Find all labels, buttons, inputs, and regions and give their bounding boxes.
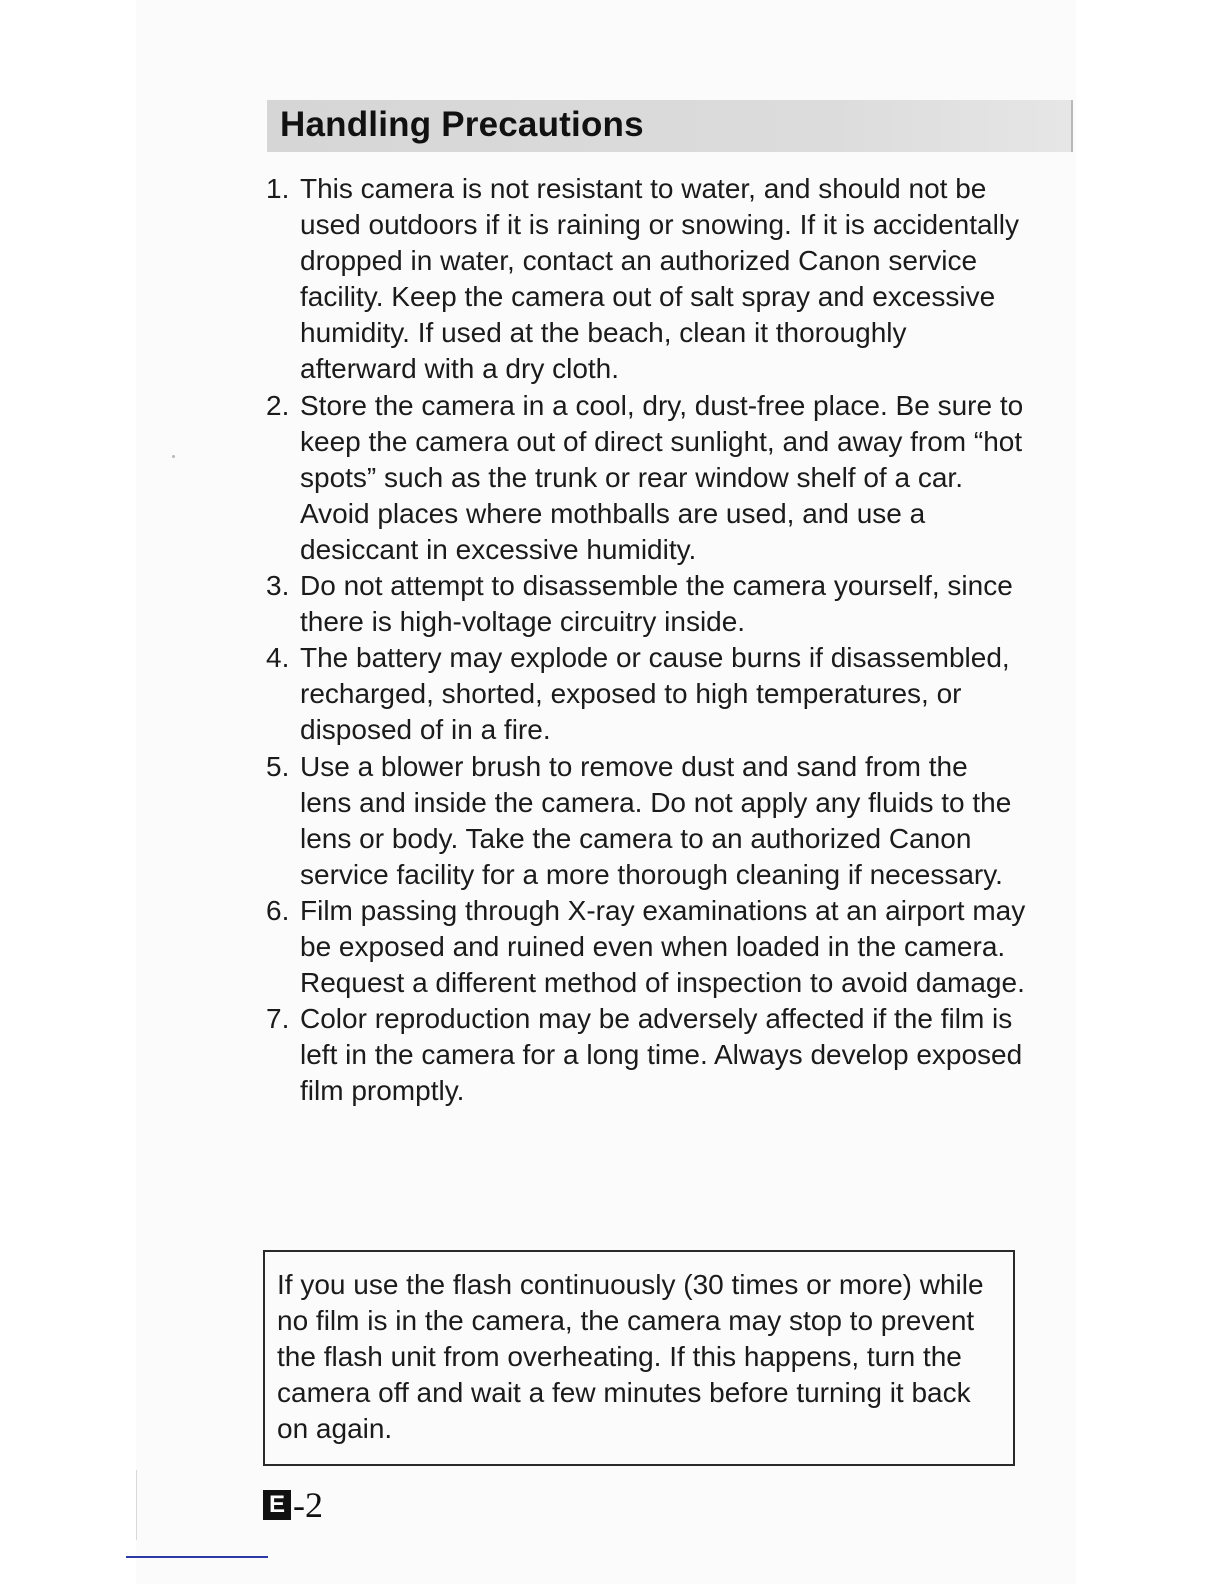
section-badge: E — [263, 1490, 291, 1520]
flash-notice-text: If you use the flash continuously (30 times or more) while no film is in the camera, the camera may stop to prevent the flash unit from overheating. If this happens, turn the camera off and wait a few minutes before turning it back on again. — [277, 1269, 984, 1444]
list-item-number: 2. — [266, 389, 290, 421]
list-item — [266, 893, 1026, 1001]
list-item-text: Store the camera in a cool, dry, dust-free place. Be sure to keep the camera out of direct sunlight, and away from “hot spots” such as the trunk or rear window shelf of a car. Avoid places where mothballs are used, and use a desiccant in excessive humidity. — [300, 389, 1024, 565]
list-item-text: Do not attempt to disassemble the camera yourself, since there is high-voltage circuitry inside. — [300, 570, 1013, 638]
list-item-number: 1. — [266, 173, 290, 204]
list-item-text: Color reproduction may be adversely affected if the film is left in the camera for a long time. Always develop exposed film promptly. — [300, 1003, 1023, 1107]
list-item — [266, 749, 1026, 893]
page-number-suffix: -2 — [293, 1485, 323, 1525]
page-number — [263, 1484, 323, 1526]
list-item-number: 3. — [266, 570, 290, 602]
flash-notice-box — [263, 1250, 1015, 1466]
list-item — [266, 388, 1026, 568]
page-title: Handling Precautions — [280, 105, 644, 144]
list-item-number: 6. — [266, 894, 290, 926]
page-edge-line — [136, 1470, 137, 1540]
list-item-number: 4. — [266, 642, 290, 674]
list-item — [266, 568, 1026, 640]
list-item-number: 7. — [266, 1003, 290, 1035]
list-item-text: This camera is not resistant to water, and should not be used outdoors if it is raining or snowing. If it is accidentally dropped in water, contact an authorized Canon service facility. Keep the camera out of salt spray and excessive humidity. If used at the beach, clean it thoroughly afterward with a dry cloth. — [300, 173, 1020, 385]
precautions-list — [266, 171, 1026, 1109]
list-item-text: Film passing through X-ray examinations at an airport may be exposed and ruined even when loaded in the camera. Request a different method of inspection to avoid damage. — [300, 894, 1026, 999]
list-item — [266, 1001, 1026, 1109]
list-item-text: Use a blower brush to remove dust and sand from the lens and inside the camera. Do not apply any fluids to the lens or body. Take the camera to an authorized Canon service facility for a more thorough cleaning if necessary. — [300, 750, 1012, 890]
section-title-bar — [267, 100, 1073, 152]
list-item — [266, 171, 1026, 388]
scan-speck — [172, 455, 175, 458]
list-item-text: The battery may explode or cause burns if disassembled, recharged, shorted, exposed to high temperatures, or disposed of in a fire. — [300, 642, 1010, 746]
list-item — [266, 640, 1026, 748]
list-item-number: 5. — [266, 750, 290, 782]
bottom-rule — [126, 1556, 268, 1558]
